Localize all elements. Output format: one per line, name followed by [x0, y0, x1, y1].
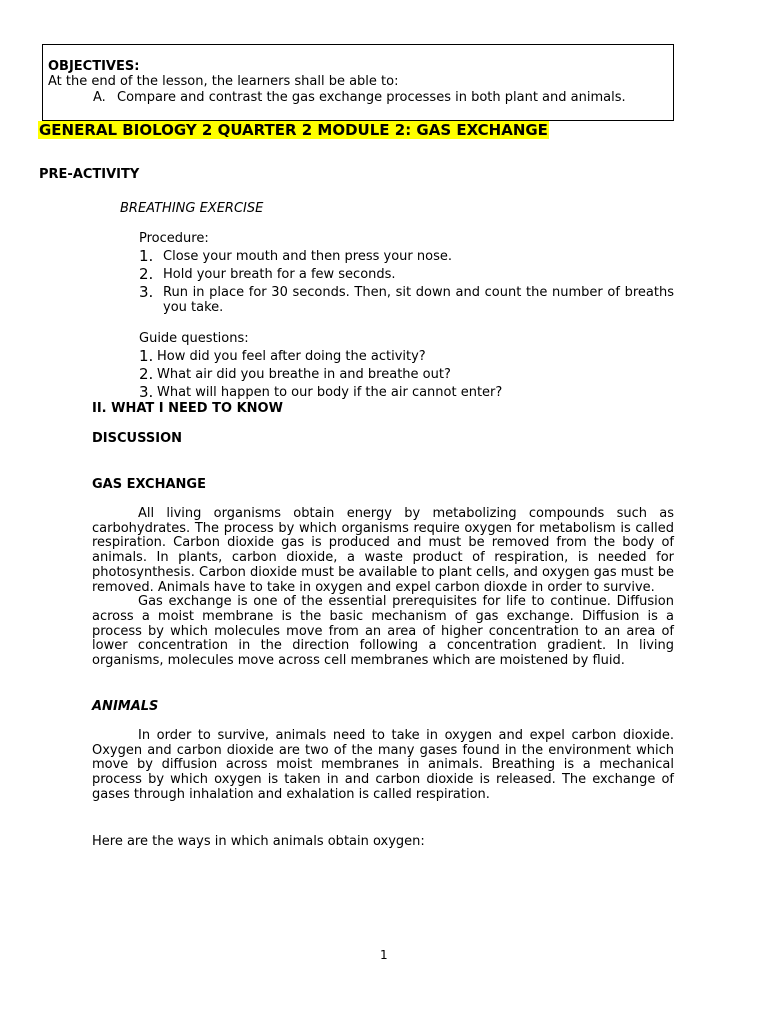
gas-exchange-paragraph: Gas exchange is one of the essential prerequisites for life to continue. Diffusion across a moist membrane is the basic mechanism of gas exchange. Diffusion is a process by which molecules move from an area of higher concentration to an area of lower concentration in the direction following a concentration gradient. In living organisms, molecules move across cell membranes which are moistened by fluid. — [92, 594, 674, 669]
ways-text: Here are the ways in which animals obtain oxygen: — [92, 834, 425, 849]
objectives-intro: At the end of the lesson, the learners shall be able to: — [48, 74, 399, 89]
guide-question-number: 1. — [139, 347, 154, 365]
procedure-label: Procedure: — [139, 231, 209, 246]
objective-item-text: Compare and contrast the gas exchange processes in both plant and animals. — [117, 90, 626, 105]
animals-paragraph: In order to survive, animals need to take in oxygen and expel carbon dioxide. Oxygen and carbon dioxide are two of the many gases found in the environment which move by diffusion across moist membranes in animals. Breathing is a mechanical process by which oxygen is taken in and carbon dioxide is released. The exchange of gases through inhalation and exhalation is called respiration. — [92, 728, 674, 802]
guide-question: What air did you breathe in and breathe out? — [157, 367, 451, 382]
exercise-title: BREATHING EXERCISE — [120, 201, 264, 216]
gas-exchange-heading: GAS EXCHANGE — [92, 477, 206, 492]
objectives-box — [42, 44, 674, 121]
gas-exchange-paragraph: All living organisms obtain energy by metabolizing compounds such as carbohydrates. The process by which organisms require oxygen for metabolism is called respiration. Carbon dioxide gas is produced and must be removed from the body of animals. In plants, carbon dioxide, a waste product of respiration, is needed for photosynthesis. Carbon dioxide must be available to plant cells, and oxygen gas must be removed. Animals have to take in oxygen and expel carbon dioxde in order to survive. — [92, 506, 674, 595]
page-number: 1 — [380, 948, 388, 962]
guide-question: How did you feel after doing the activity? — [157, 349, 426, 364]
procedure-number: 3. — [139, 283, 154, 301]
animals-body — [92, 729, 674, 803]
objective-item-marker: A. — [93, 90, 106, 105]
section-heading-what-i-need-to-know: II. WHAT I NEED TO KNOW — [92, 401, 283, 416]
procedure-step: Run in place for 30 seconds. Then, sit down and count the number of breaths — [163, 285, 674, 300]
animals-heading: ANIMALS — [92, 699, 159, 714]
procedure-step: Hold your breath for a few seconds. — [163, 267, 396, 282]
guide-question-number: 3. — [139, 383, 154, 401]
procedure-number: 2. — [139, 265, 154, 283]
guide-question: What will happen to our body if the air cannot enter? — [157, 385, 503, 400]
module-title: GENERAL BIOLOGY 2 QUARTER 2 MODULE 2: GAS EXCHANGE — [39, 121, 548, 139]
discussion-heading: DISCUSSION — [92, 431, 182, 446]
procedure-step: Close your mouth and then press your nose. — [163, 249, 452, 264]
pre-activity-heading: PRE-ACTIVITY — [39, 167, 140, 182]
gas-exchange-body — [92, 507, 674, 669]
guide-questions-label: Guide questions: — [139, 331, 249, 346]
procedure-number: 1. — [139, 247, 154, 265]
objectives-heading: OBJECTIVES: — [48, 59, 140, 74]
guide-question-number: 2. — [139, 365, 154, 383]
procedure-step-continued: you take. — [163, 300, 224, 315]
